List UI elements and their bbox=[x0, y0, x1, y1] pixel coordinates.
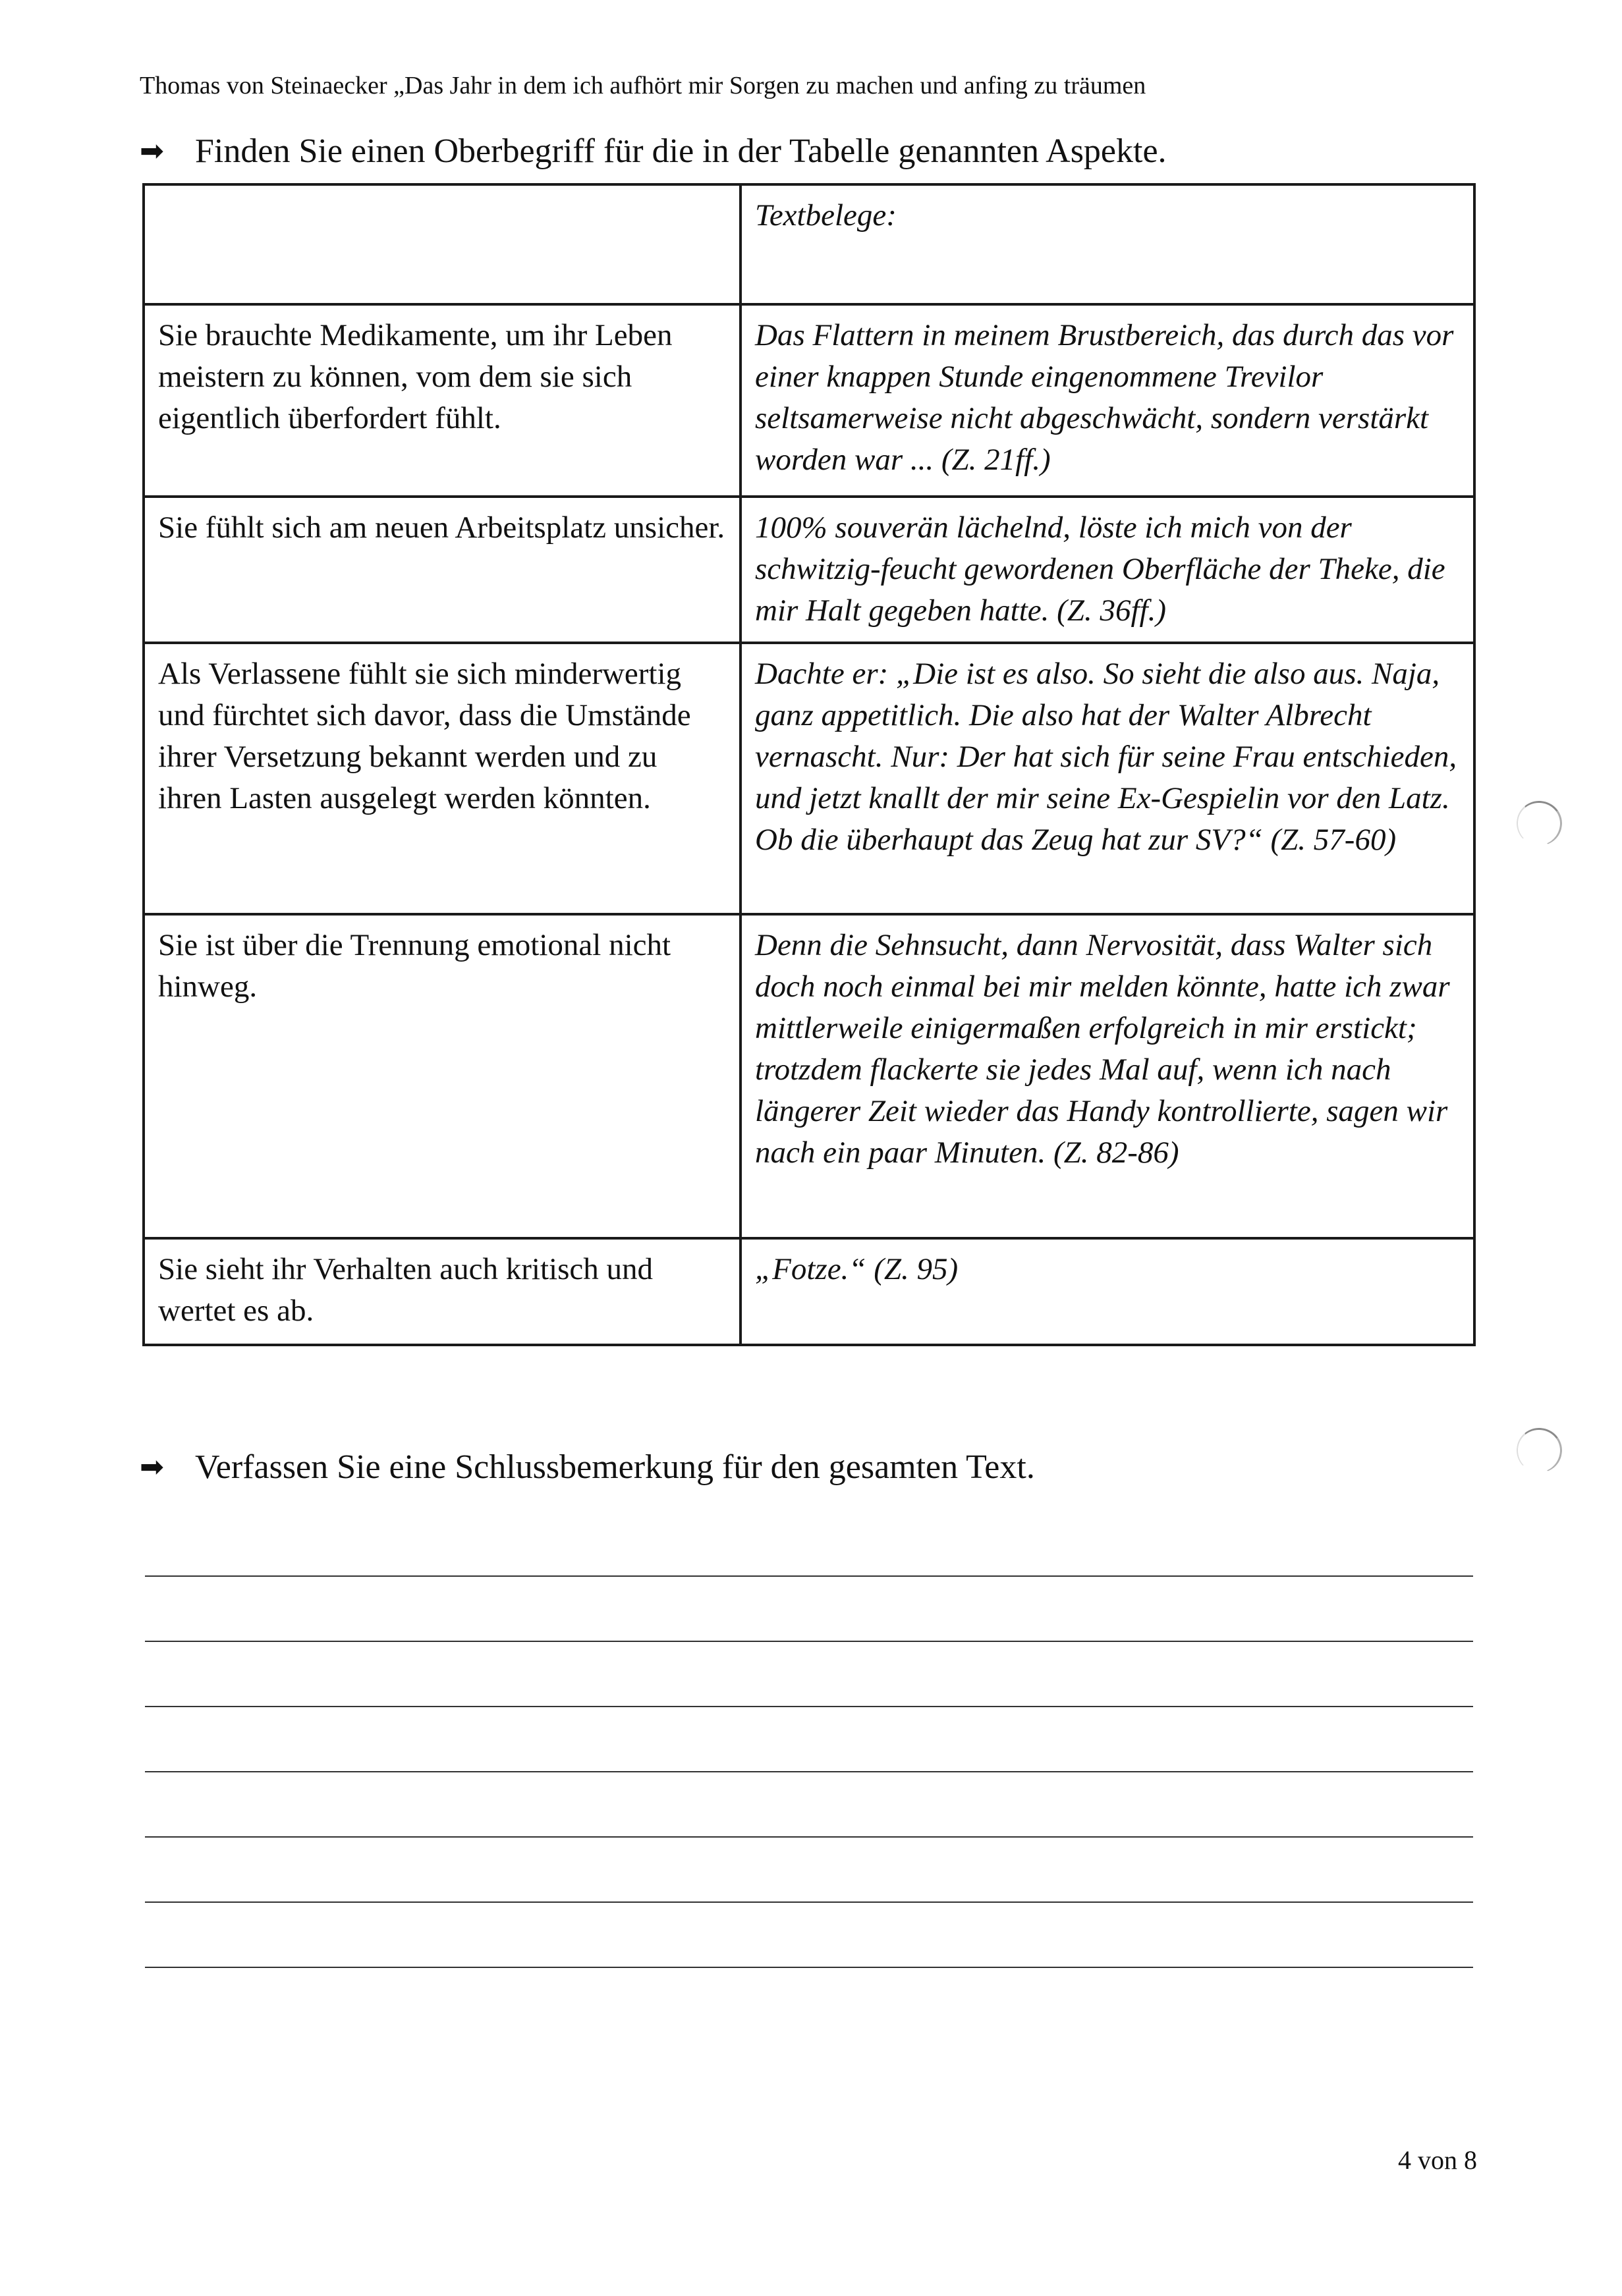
table-row bbox=[144, 497, 1474, 643]
table-header-row bbox=[144, 184, 1474, 304]
aspect-cell: Sie fühlt sich am neuen Arbeitsplatz unsicher. bbox=[144, 497, 741, 643]
right-arrow-icon: ➡ bbox=[140, 1450, 164, 1484]
answer-line[interactable] bbox=[145, 1967, 1473, 1968]
evidence-cell: Denn die Sehnsucht, dann Nervosität, dass Walter sich doch noch einmal bei mir melden könnte, hatte ich zwar mittlerweile einigermaßen erfolgreich in mir erstickt; trotzdem flackerte sie jedes Mal auf, wenn ich nach längerer Zeit wieder das Handy kontrollierte, sagen wir nach ein paar Minuten. (Z. 82-86) bbox=[741, 914, 1474, 1238]
table-row bbox=[144, 1238, 1474, 1345]
aspect-cell: Sie ist über die Trennung emotional nicht hinweg. bbox=[144, 914, 741, 1238]
table-row bbox=[144, 914, 1474, 1238]
document-header: Thomas von Steinaecker „Das Jahr in dem ich aufhört mir Sorgen zu machen und anfing zu träumen bbox=[140, 72, 1146, 99]
answer-line[interactable] bbox=[145, 1771, 1473, 1772]
answer-line[interactable] bbox=[145, 1575, 1473, 1577]
aspect-cell: Sie brauchte Medikamente, um ihr Leben meistern zu können, vom dem sie sich eigentlich überfordert fühlt. bbox=[144, 304, 741, 497]
answer-line[interactable] bbox=[145, 1901, 1473, 1903]
answer-line[interactable] bbox=[145, 1706, 1473, 1707]
aspects-table bbox=[142, 183, 1476, 1346]
evidence-cell: „Fotze.“ (Z. 95) bbox=[741, 1238, 1474, 1345]
task-2 bbox=[140, 1448, 1035, 1487]
aspect-cell: Sie sieht ihr Verhalten auch kritisch und wertet es ab. bbox=[144, 1238, 741, 1345]
right-arrow-icon: ➡ bbox=[140, 134, 164, 168]
answer-line[interactable] bbox=[145, 1641, 1473, 1642]
page-number: 4 von 8 bbox=[1398, 2145, 1477, 2175]
aspect-cell: Als Verlassene fühlt sie sich minderwertig und fürchtet sich davor, dass die Umstände ihrer Versetzung bekannt werden und zu ihren Lasten ausgelegt werden könnten. bbox=[144, 643, 741, 914]
table-header-evidence: Textbelege: bbox=[741, 184, 1474, 304]
evidence-cell: Dachte er: „Die ist es also. So sieht die also aus. Naja, ganz appetitlich. Die also hat der Walter Albrecht vernascht. Nur: Der hat sich für seine Frau entschieden, und jetzt knallt der mir seine Ex-Gespielin vor den Latz. Ob die überhaupt das Zeug hat zur SV?“ (Z. 57-60) bbox=[741, 643, 1474, 914]
evidence-cell: 100% souverän lächelnd, löste ich mich von der schwitzig-feucht gewordenen Oberfläche der Theke, die mir Halt gegeben hatte. (Z. 36ff.) bbox=[741, 497, 1474, 643]
table-row bbox=[144, 643, 1474, 914]
task-1 bbox=[140, 132, 1167, 171]
table-row bbox=[144, 304, 1474, 497]
task-2-text: Verfassen Sie eine Schlussbemerkung für den gesamten Text. bbox=[195, 1448, 1035, 1486]
task-1-text: Finden Sie einen Oberbegriff für die in der Tabelle genannten Aspekte. bbox=[195, 132, 1167, 170]
answer-line[interactable] bbox=[145, 1836, 1473, 1838]
punch-hole-icon bbox=[1513, 1425, 1566, 1477]
punch-hole-icon bbox=[1513, 798, 1566, 850]
table-header-left-cell[interactable] bbox=[144, 184, 741, 304]
evidence-cell: Das Flattern in meinem Brustbereich, das durch das vor einer knappen Stunde eingenommene Trevilor seltsamerweise nicht abgeschwächt, sondern verstärkt worden war ... (Z. 21ff.) bbox=[741, 304, 1474, 497]
